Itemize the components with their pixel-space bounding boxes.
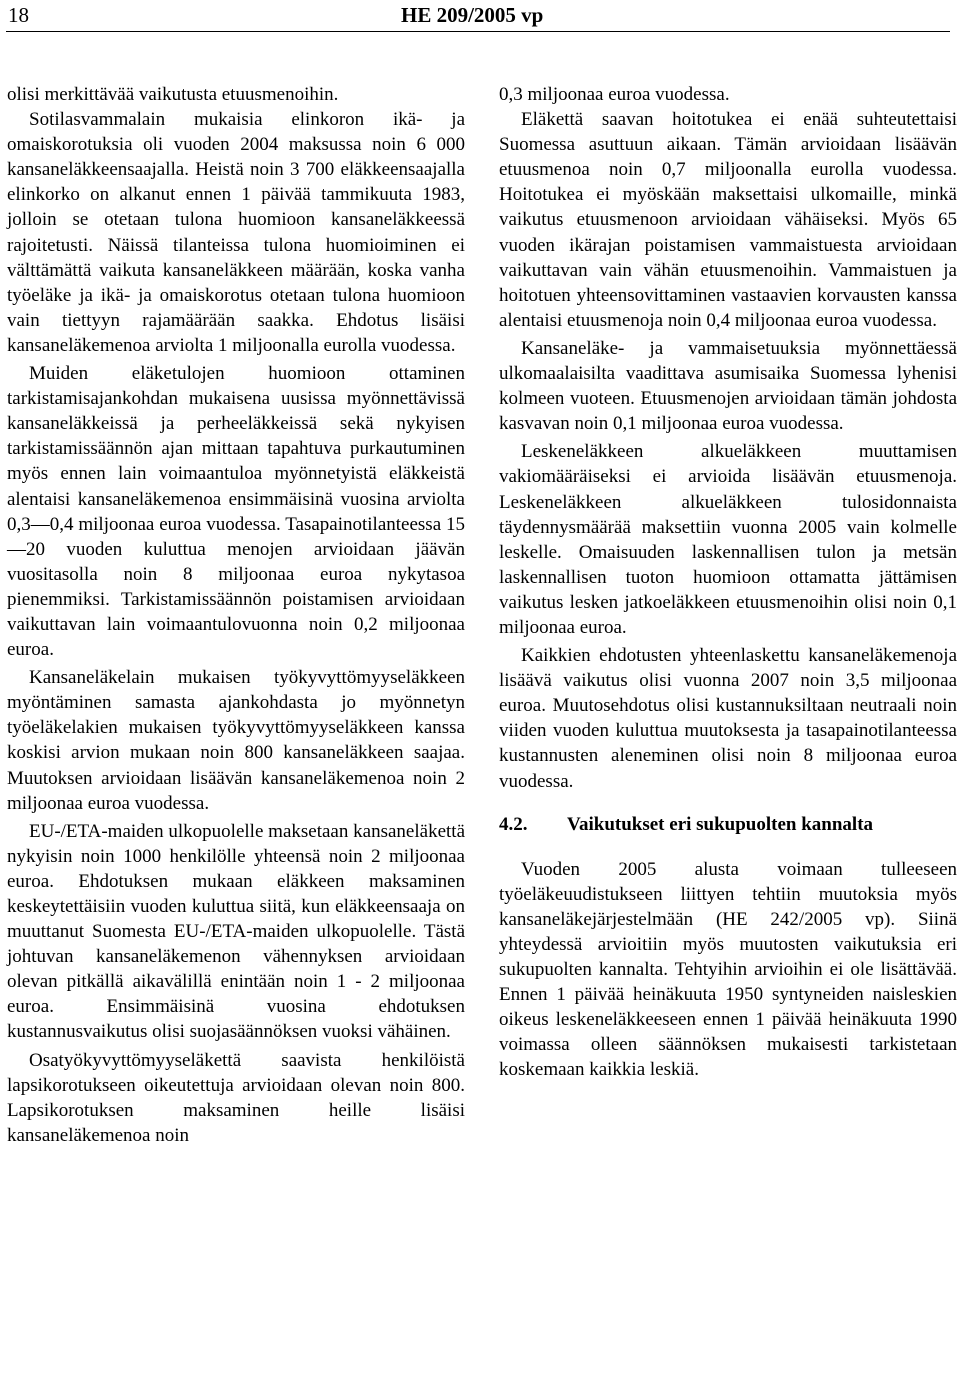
paragraph: EU-/ETA-maiden ulkopuolelle maksetaan kansaneläkettä nykyisin noin 1000 henkilölle yhteensä noin 2 miljoonaa euroa. Ehdotuksen mukaan eläkkeen maksaminen keskeytettäisiin vuoden kuluttua siitä, kun eläkkeensaaja on muuttanut Suomesta EU-/ETA-maiden ulkopuolelle. Tästä johtuvan kansaneläkemenon vähennyksen arvioidaan olevan pitkällä aikavälillä enintään noin 1 - 2 miljoonaa euroa. Ensimmäisinä vuosina ehdotuksen kustannusvaikutus olisi suojasäännöksen vuoksi vähäinen.: [7, 820, 465, 1043]
paragraph: olisi merkittävää vaikutusta etuusmenoihin.: [7, 84, 339, 105]
paragraph: Kaikkien ehdotusten yhteenlaskettu kansaneläkemenoja lisäävä vaikutus olisi vuonna 2007 noin 3,5 miljoonaa euroa. Muutosehdotus olisi kustannuksiltaan neutraali noin viiden vuoden kuluttua muutoksesta ja tasapainotilanteessa kustannusten aleneminen olisi noin 8 miljoonaa euroa vuodessa.: [499, 645, 957, 792]
section-title: Vaikutukset eri sukupuolten kannalta: [567, 813, 874, 835]
paragraph: Muiden eläketulojen huomioon ottaminen tarkistamisajankohdan mukaisena uusissa myönnettävissä kansaneläkkeissä ja perheeläkkeissä sekä nykyisen tarkistamissäännön ajan mittaan tapahtuva purkautuminen myös ennen lain voimaantuloa myönnetyistä eläkkeistä alentaisi kansaneläkemenoa ensimmäisinä vuosina arviolta 0,3—0,4 miljoonaa euroa vuodessa. Tasapainotilanteessa 15—20 vuoden kuluttua menojen arvioidaan jäävän vuositasolla noin 8 miljoonaa euroa nykytasoa pienemmiksi. Tarkistamissäännön poistamisen arvioidaan vaikuttavan lain voimaantulovuonna noin 0,2 miljoonaa euroa.: [7, 363, 465, 661]
document-id: HE 209/2005 vp: [401, 3, 544, 27]
page-header: [8, 0, 952, 34]
left-column: [7, 82, 465, 1148]
right-column: [499, 82, 957, 1082]
paragraph: Kansaneläke- ja vammaisetuuksia myönnettäessä ulkomaalaisilta vaadittava asumisaika Suomessa lyhenisi kolmeen vuoteen. Etuusmenojen arvioidaan tämän johdosta kasvavan noin 0,1 miljoonaa euroa vuodessa.: [499, 337, 957, 435]
paragraph: Sotilasvammalain mukaisia elinkoron ikä- ja omaiskorotuksia oli vuoden 2004 maksussa noin 6 000 kansaneläkkeensaajalla. Heistä noin 3 700 eläkkeensaajalla elinkorko on alkanut ennen 1 päivää tammikuuta 1983, jolloin se otetaan tulona huomioon kansaneläkkeessä rajoitetusti. Näissä tilanteissa tulona huomioiminen ei välttämättä vaikuta kansaneläkkeen määrään, koska vanha työeläke ja ikä- ja omaiskorotus otetaan tulona huomioon vain tiettyyn rajamäärään saakka. Ehdotus lisäisi kansaneläkemenoa arviolta 1 miljoonalla eurolla vuodessa.: [7, 109, 465, 356]
paragraph: Osatyökyvyttömyyseläkettä saavista henkilöistä lapsikorotukseen oikeutettuja arvioidaan olevan noin 800. Lapsikorotuksen maksaminen heille lisäisi kansaneläkemenoa noin: [7, 1049, 465, 1146]
paragraph: Kansaneläkelain mukaisen työkyvyttömyyseläkkeen myöntäminen samasta ajankohdasta jo myönnetyn työeläkelakien mukaisen työkyvyttömyyseläkkeen kanssa koskisi arvion mukaan noin 800 kansaneläkkeen saajaa. Muutoksen arvioidaan lisäävän kansaneläkemenoa noin 2 miljoonaa euroa vuodessa.: [7, 667, 465, 814]
paragraph: 0,3 miljoonaa euroa vuodessa.: [499, 84, 730, 105]
paragraph: Vuoden 2005 alusta voimaan tulleeseen työeläkeuudistukseen liittyen tehtiin muutoksia myös kansaneläkejärjestelmään (HE 242/2005 vp). Siinä yhteydessä arvioitiin myös muutosten vaikutuksia eri sukupuolten kannalta. Tehtyihin arvioihin ei ole lisättävää. Ennen 1 päivää heinäkuuta 1950 syntyneiden naisleskien oikeus leskeneläkkeeseen ennen 1 päivää heinäkuuta 1990 voimassa olleen säännöksen mukaisesti tarkistetaan koskemaan kaikkia leskiä.: [499, 858, 957, 1081]
paragraph: Leskeneläkkeen alkueläkkeen muuttamisen vakiomääräiseksi ei arvioida lisäävän etuusmenoja. Leskeneläkkeen alkueläkkeen tulosidonnaista täydennysmäärää maksettiin vuonna 2005 vain kolmelle leskelle. Omaisuuden laskennallisen tulon ja metsän laskennallisen tuoton huomioon ottamatta jättämisen vaikutus lesken jatkoeläkkeen etuusmenoihin olisi noin 0,1 miljoonaa euroa.: [499, 441, 957, 638]
header-rule: [6, 31, 950, 32]
paragraph: Eläkettä saavan hoitotukea ei enää suhteutettaisi Suomessa asuttuun aikaan. Tämän arvioidaan lisäävän etuusmenoa noin 0,7 miljoonalla eurolla vuodessa. Hoitotukea ei myöskään maksettaisi ulkomaille, minkä vaikutus etuusmenoon arvioidaan vähäiseksi. Myös 65 vuoden ikärajan poistamisen vammaistuesta arvioidaan vaikuttavan vain vähän etuusmenoihin. Vammaistuen ja hoitotuen yhteensovittaminen vastaavien korvausten kanssa alentaisi etuusmenoja noin 0,4 miljoonaa euroa vuodessa.: [499, 109, 957, 331]
page-number: 18: [8, 3, 29, 27]
section-heading: [499, 812, 957, 837]
section-number: 4.2.: [499, 813, 528, 835]
